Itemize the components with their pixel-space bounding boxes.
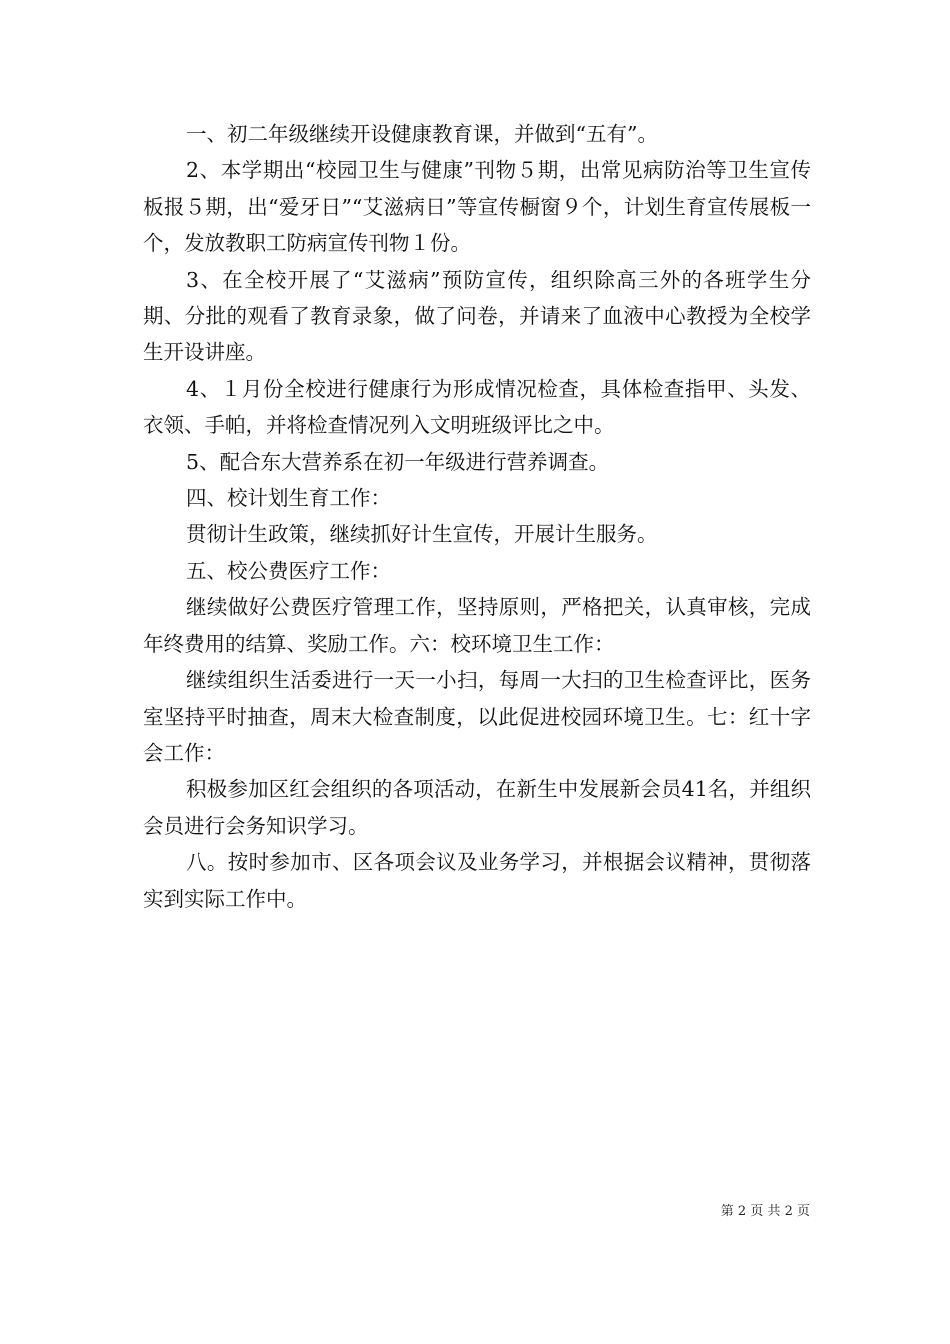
heading-family-planning: 四、校计划生育工作： (186, 486, 392, 511)
document-body (143, 116, 811, 917)
paragraph-nutrition-survey: 5、配合东大营养系在初一年级进行营养调查。 (186, 449, 610, 474)
paragraph-aids-prevention: 3、在全校开展了“艾滋病”预防宣传，组织除高三外的各班学生分期、分批的观看了教育录象，做了问卷，并请来了血液中心教授为全校学生开设讲座。 (143, 267, 811, 365)
paragraph-health-inspection: 4、１月份全校进行健康行为形成情况检查，具体检查指甲、头发、衣领、手帕，并将检查情况列入文明班级评比之中。 (143, 376, 811, 438)
paragraph-medical-care: 继续做好公费医疗管理工作，坚持原则，严格把关，认真审核，完成年终费用的结算、奖励工作。六：校环境卫生工作： (143, 595, 811, 656)
page-number: 第 2 页 共 2 页 (720, 1204, 810, 1219)
heading-medical-care: 五、校公费医疗工作： (186, 558, 392, 583)
paragraph-family-planning: 贯彻计生政策，继续抓好计生宣传，开展计生服务。 (186, 522, 658, 547)
paragraph-environment: 继续组织生活委进行一天一小扫，每周一大扫的卫生检查评比，医务室坚持平时抽查，周末大检查制度，以此促进校园环境卫生。七：红十字会工作： (143, 668, 811, 765)
paragraph-meetings: 八。按时参加市、区各项会议及业务学习，并根据会议精神，贯彻落实到实际工作中。 (143, 850, 811, 911)
paragraph-red-cross: 积极参加区红会组织的各项活动，在新生中发展新会员41名，并组织会员进行会务知识学习。 (143, 777, 811, 838)
paragraph-health-class: 一、初二年级继续开设健康教育课，并做到“五有”。 (186, 122, 659, 146)
paragraph-publications: 2、本学期出“校园卫生与健康”刊物５期，出常见病防治等卫生宣传板报５期，出“爱牙日”“艾滋病日”等宣传橱窗９个，计划生育宣传展板一个，发放教职工防病宣传刊物１份。 (143, 158, 811, 256)
